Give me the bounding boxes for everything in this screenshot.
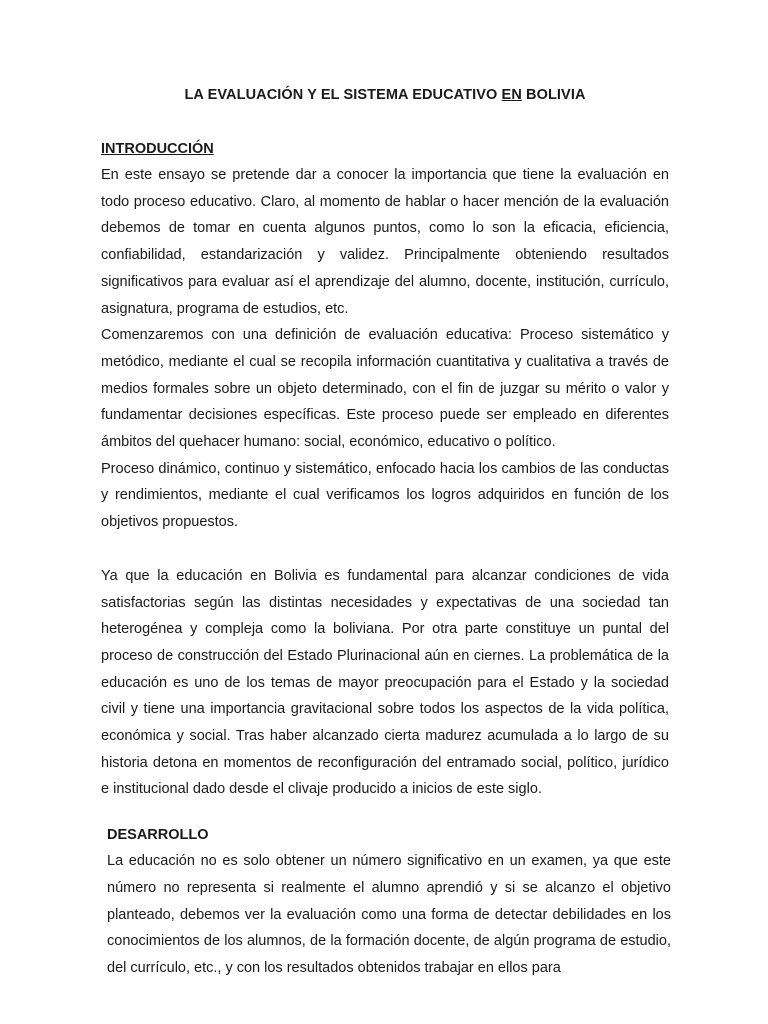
document-title (101, 85, 669, 105)
development-heading: DESARROLLO (107, 827, 209, 844)
development-paragraph-1: La educación no es solo obtener un número significativo en un examen, ya que este número no representa si realmente el alumno aprendió y si se alcanzo el objetivo planteado, debemos ver la evaluación como una forma de detectar debilidades en los conocimientos de los alumnos, de la formación docente, de algún programa de estudio, del currículo, etc., y con los resultados obtenidos trabajar en ellos para (107, 853, 671, 976)
intro-paragraph-1: En este ensayo se pretende dar a conocer la importancia que tiene la evaluación en todo proceso educativo. Claro, al momento de hablar o hacer mención de la evaluación debemos de tomar en cuenta algunos puntos, como lo son la eficacia, eficiencia, confiabilidad, estandarización y validez. Principalmente obteniendo resultados significativos para evaluar así el aprendizaje del alumno, docente, institución, currículo, asignatura, programa de estudios, etc. (101, 167, 669, 317)
title-part-3: BOLIVIA (521, 87, 586, 103)
intro-heading: INTRODUCCIÓN (101, 141, 214, 157)
intro-paragraph-2: Comenzaremos con una definición de evaluación educativa: Proceso sistemático y metódico, mediante el cual se recopila información cuantitativa y cualitativa a través de medios formales sobre un objeto determinado, con el fin de juzgar su mérito o valor y fundamentar decisiones específicas. Este proceso puede ser empleado en diferentes ámbitos del quehacer humano: social, económico, educativo o político. (101, 327, 669, 451)
section-spacer (101, 803, 669, 825)
paragraph-spacer (101, 536, 669, 563)
intro-paragraph-3: Proceso dinámico, continuo y sistemático, enfocado hacia los cambios de las conductas y rendimientos, mediante el cual verificamos los logros adquiridos en función de los objetivos propuestos. (101, 460, 669, 531)
title-part-2: EN (501, 87, 522, 103)
title-part-1: LA EVALUACIÓN Y EL SISTEMA EDUCATIVO (184, 87, 502, 103)
development-section (101, 825, 671, 982)
intro-paragraph-4: Ya que la educación en Bolivia es fundamental para alcanzar condiciones de vida satisfactorias según las distintas necesidades y expectativas de una sociedad tan heterogénea y compleja como la boliviana. Por otra parte constituye un puntal del proceso de construcción del Estado Plurinacional aún en ciernes. La problemática de la educación es uno de los temas de mayor preocupación para el Estado y la sociedad civil y tiene una importancia gravitacional sobre todos los aspectos de la vida política, económica y social. Tras haber alcanzado cierta madurez acumulada a lo largo de su historia detona en momentos de reconfiguración del entramado social, político, jurídico e institucional dado desde el clivaje producido a inicios de este siglo. (101, 567, 669, 798)
